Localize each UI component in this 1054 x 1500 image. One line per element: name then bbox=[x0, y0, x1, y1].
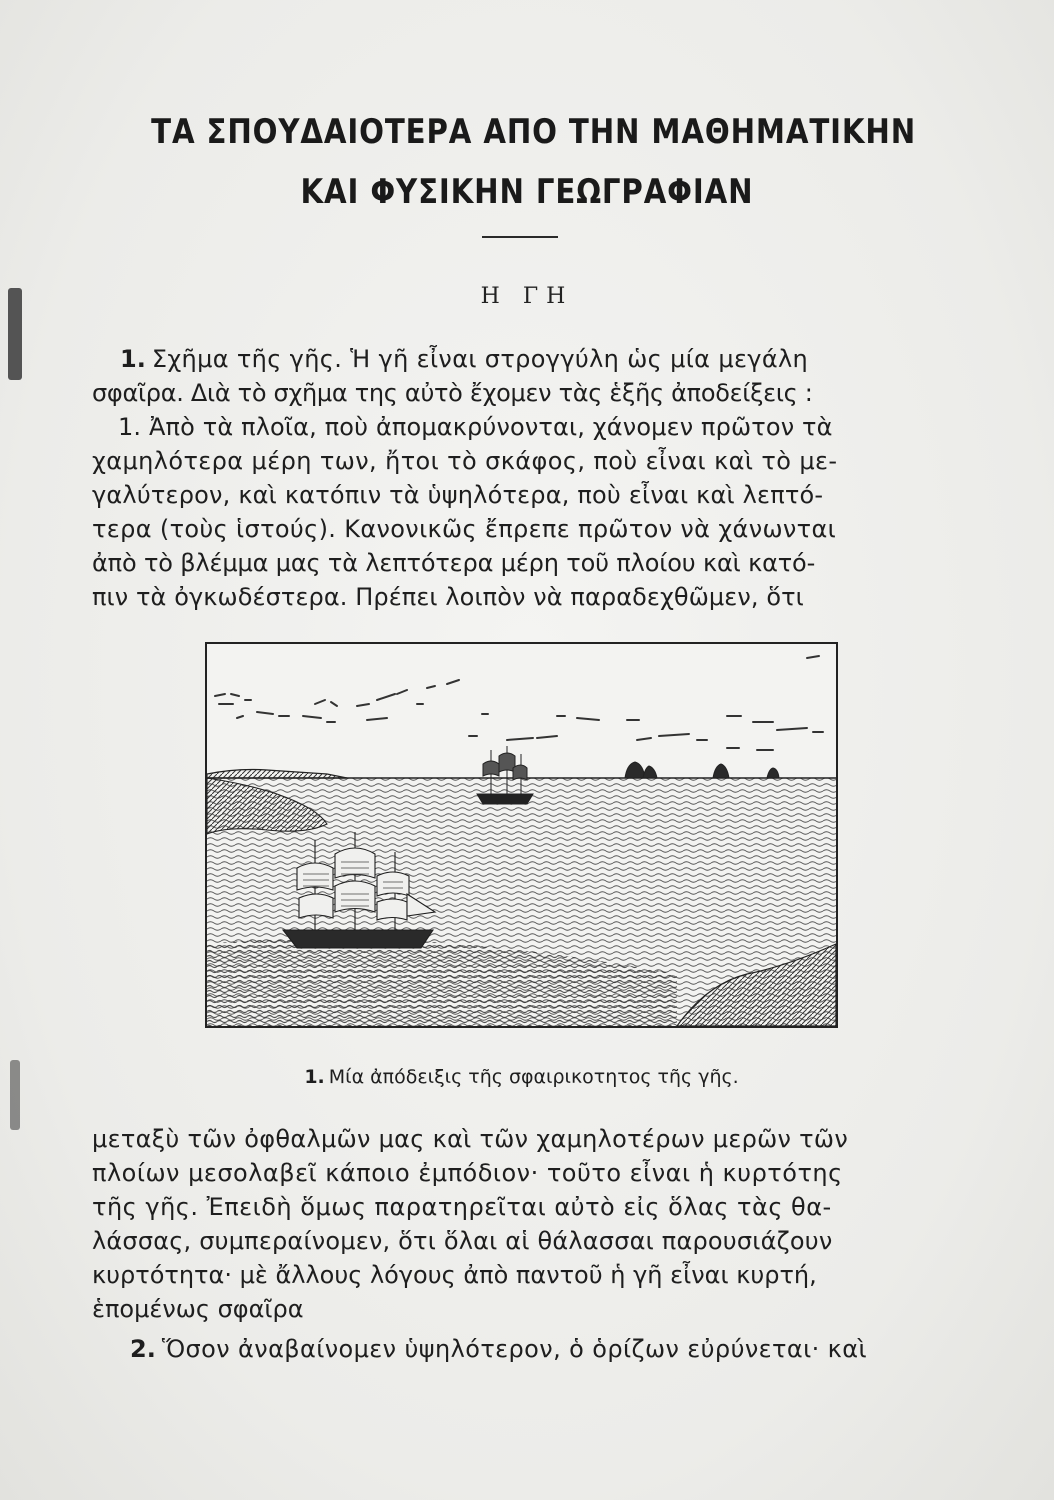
paragraph-line: Ὅσον ἀναβαίνομεν ὑψηλότερον, ὁ ὁρίζων εὐρύνεται· καὶ bbox=[161, 1335, 867, 1363]
paragraph-2-line-1: μεταξὺ τῶν ὀφθαλμῶν μας καὶ τῶν χαμηλοτέρων μερῶν τῶν bbox=[92, 1125, 849, 1153]
paragraph-2-line-6: ἑπομένως σφαῖρα bbox=[92, 1295, 304, 1323]
paragraph-3-line-1 bbox=[130, 1334, 867, 1364]
paragraph-2-line-5: κυρτότητα· μὲ ἄλλους λόγους ἀπὸ παντοῦ ἡ γῆ εἶναι κυρτή, bbox=[92, 1261, 817, 1289]
ships-horizon-illustration bbox=[205, 642, 838, 1028]
paragraph-2-line-2: πλοίων μεσολαβεῖ κάποιο ἐμπόδιον· τοῦτο εἶναι ἡ κυρτότης bbox=[92, 1159, 843, 1187]
binding-mark-top bbox=[8, 288, 22, 380]
paragraph-1-line-5: γαλύτερον, καὶ κατόπιν τὰ ὑψηλότερα, ποὺ εἶναι καὶ λεπτό- bbox=[92, 481, 824, 509]
page-title-line-2: ΚΑΙ ΦΥΣΙΚΗΝ ΓΕΩΓΡΑΦΙΑΝ bbox=[300, 172, 754, 212]
paragraph-1-line-4: χαμηλότερα μέρη των, ἤτοι τὸ σκάφος, ποὺ εἶναι καὶ τὸ με- bbox=[92, 447, 838, 475]
section-heading: Η ΓΗ bbox=[480, 284, 574, 309]
paragraph-1-line-8: πιν τὰ ὀγκωδέστερα. Πρέπει λοιπὸν νὰ παραδεχθῶμεν, ὅτι bbox=[92, 583, 804, 611]
paragraph-1-line-2: σφαῖρα. Διὰ τὸ σχῆμα της αὐτὸ ἔχομεν τὰς ἑξῆς ἀποδείξεις : bbox=[92, 379, 813, 407]
paragraph-number: 1. bbox=[120, 345, 146, 373]
caption-text: Μία ἀπόδειξις τῆς σφαιρικοτητος τῆς γῆς. bbox=[328, 1066, 739, 1088]
paragraph-1-line-3: 1. Ἀπὸ τὰ πλοῖα, ποὺ ἀπομακρύνονται, χάνομεν πρῶτον τὰ bbox=[118, 413, 833, 441]
caption-number: 1. bbox=[304, 1066, 325, 1088]
paragraph-2-line-4: λάσσας, συμπεραίνομεν, ὅτι ὅλαι αἱ θάλασσαι παρουσιάζουν bbox=[92, 1227, 833, 1255]
paragraph-number: 2. bbox=[130, 1335, 156, 1363]
paragraph-1-line-6: τερα (τοὺς ἱστούς). Κανονικῶς ἔπρεπε πρῶτον νὰ χάνωνται bbox=[92, 515, 837, 543]
paragraph-2-line-3: τῆς γῆς. Ἐπειδὴ ὅμως παρατηρεῖται αὐτὸ εἰς ὅλας τὰς θα- bbox=[92, 1193, 832, 1221]
paragraph-1-line-7: ἀπὸ τὸ βλέμμα μας τὰ λεπτότερα μέρη τοῦ πλοίου καὶ κατό- bbox=[92, 549, 816, 577]
binding-mark-bottom bbox=[10, 1060, 20, 1130]
paragraph-1-line-1 bbox=[120, 344, 808, 374]
page-title-line-1: ΤΑ ΣΠΟΥΔΑΙΟΤΕΡΑ ΑΠΟ ΤΗΝ ΜΑΘΗΜΑΤΙΚΗΝ bbox=[151, 112, 917, 152]
figure-caption bbox=[205, 1066, 838, 1088]
title-divider bbox=[482, 236, 558, 238]
paragraph-line: Σχῆμα τῆς γῆς. Ἡ γῆ εἶναι στρογγύλη ὡς μία μεγάλη bbox=[151, 345, 809, 373]
